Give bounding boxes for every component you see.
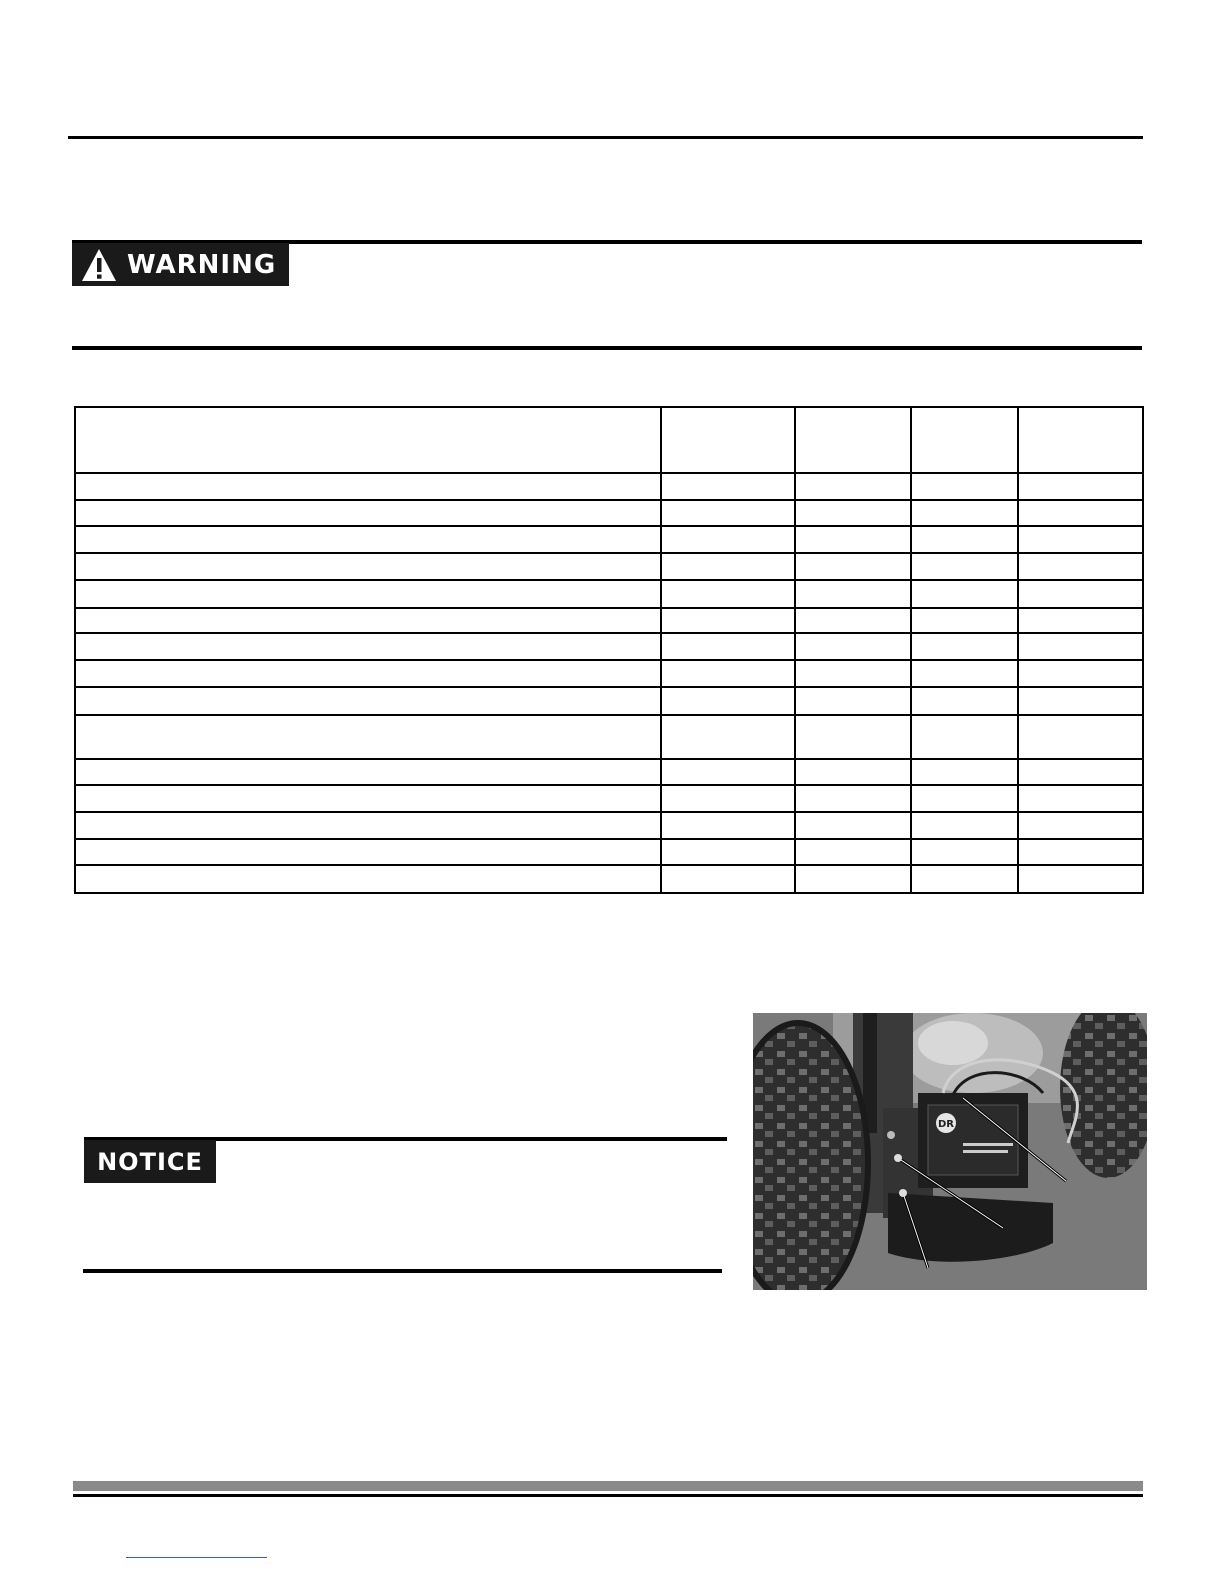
table-cell — [1018, 553, 1143, 580]
table-row — [75, 473, 1143, 500]
table-cell — [911, 500, 1018, 526]
table-row — [75, 839, 1143, 865]
table-row — [75, 759, 1143, 785]
table-cell — [795, 608, 911, 633]
table-cell — [795, 812, 911, 839]
table-header-cell — [795, 407, 911, 473]
table-cell — [661, 553, 795, 580]
table-cell — [795, 759, 911, 785]
table-cell — [75, 553, 661, 580]
table-cell — [661, 473, 795, 500]
table-cell — [75, 715, 661, 759]
table-cell — [795, 715, 911, 759]
table-cell — [75, 608, 661, 633]
table-cell — [1018, 608, 1143, 633]
table-row — [75, 608, 1143, 633]
table-cell — [661, 715, 795, 759]
table-row — [75, 865, 1143, 893]
table-cell — [1018, 715, 1143, 759]
table-header-cell — [661, 407, 795, 473]
battery-logo: DR — [937, 1119, 955, 1130]
header-rule — [68, 136, 1143, 139]
footer-rule — [73, 1494, 1143, 1497]
table-cell — [75, 473, 661, 500]
warning-bottom-rule — [72, 346, 1142, 350]
table-cell — [75, 839, 661, 865]
table-cell — [75, 660, 661, 687]
notice-label-text: NOTICE — [97, 1147, 203, 1176]
table-row — [75, 715, 1143, 759]
table-cell — [75, 633, 661, 660]
table-cell — [911, 785, 1018, 812]
table-cell — [795, 473, 911, 500]
table-cell — [1018, 580, 1143, 608]
table-cell — [75, 500, 661, 526]
footer-link-underline[interactable] — [126, 1557, 267, 1558]
table-cell — [75, 526, 661, 553]
table-row — [75, 660, 1143, 687]
table-cell — [911, 687, 1018, 715]
table-cell — [661, 687, 795, 715]
table-cell — [75, 759, 661, 785]
table-cell — [1018, 526, 1143, 553]
table-cell — [795, 865, 911, 893]
table-cell — [661, 865, 795, 893]
table-cell — [795, 580, 911, 608]
table-cell — [661, 500, 795, 526]
table-cell — [661, 785, 795, 812]
table-header-row — [75, 407, 1143, 473]
table-cell — [911, 608, 1018, 633]
table-cell — [795, 785, 911, 812]
table-cell — [1018, 812, 1143, 839]
table-cell — [911, 580, 1018, 608]
table-cell — [911, 812, 1018, 839]
table-cell — [795, 687, 911, 715]
table-cell — [1018, 473, 1143, 500]
warning-label-text: WARNING — [127, 249, 277, 280]
table-cell — [75, 865, 661, 893]
table-cell — [795, 633, 911, 660]
footer-bar — [73, 1481, 1143, 1491]
table-cell — [661, 608, 795, 633]
table-cell — [1018, 633, 1143, 660]
notice-label — [84, 1140, 216, 1183]
table-header-cell — [911, 407, 1018, 473]
table-cell — [911, 473, 1018, 500]
table-row — [75, 812, 1143, 839]
table-cell — [911, 839, 1018, 865]
table-cell — [661, 580, 795, 608]
table-cell — [1018, 687, 1143, 715]
table-cell — [911, 633, 1018, 660]
warning-label — [72, 243, 289, 286]
table-row — [75, 687, 1143, 715]
table-row — [75, 526, 1143, 553]
table-row — [75, 553, 1143, 580]
table-cell — [911, 553, 1018, 580]
table-cell — [1018, 500, 1143, 526]
table-cell — [661, 839, 795, 865]
table-header-cell — [75, 407, 661, 473]
table-row — [75, 580, 1143, 608]
table-cell — [661, 812, 795, 839]
table-cell — [75, 785, 661, 812]
table-cell — [1018, 660, 1143, 687]
battery-mounting-photo — [753, 1013, 1147, 1290]
table-cell — [795, 553, 911, 580]
table-cell — [661, 660, 795, 687]
table-cell — [1018, 785, 1143, 812]
table-cell — [911, 759, 1018, 785]
table-cell — [75, 580, 661, 608]
table-cell — [911, 660, 1018, 687]
table-cell — [795, 660, 911, 687]
table-cell — [1018, 865, 1143, 893]
table-cell — [661, 633, 795, 660]
warning-triangle-icon — [81, 248, 117, 282]
spec-table — [74, 406, 1144, 894]
table-cell — [1018, 759, 1143, 785]
table-cell — [661, 759, 795, 785]
table-row — [75, 785, 1143, 812]
table-cell — [795, 839, 911, 865]
table-cell — [1018, 839, 1143, 865]
table-row — [75, 633, 1143, 660]
table-cell — [911, 865, 1018, 893]
notice-bottom-rule — [83, 1269, 722, 1273]
table-cell — [795, 526, 911, 553]
table-header-cell — [1018, 407, 1143, 473]
table-cell — [75, 812, 661, 839]
table-cell — [661, 526, 795, 553]
table-row — [75, 500, 1143, 526]
table-cell — [75, 687, 661, 715]
table-cell — [795, 500, 911, 526]
table-cell — [911, 526, 1018, 553]
table-cell — [911, 715, 1018, 759]
